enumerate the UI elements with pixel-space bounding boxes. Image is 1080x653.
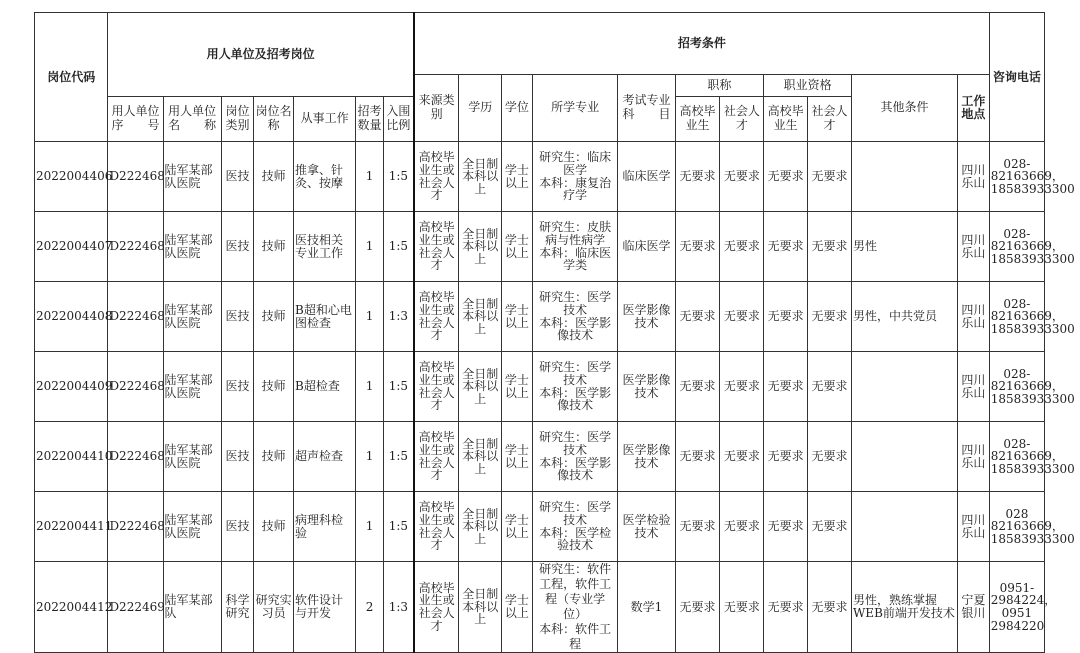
qual-social-cell: 无要求 — [808, 142, 852, 212]
table-body — [35, 142, 1075, 653]
title-graduates-cell: 无要求 — [675, 352, 720, 422]
unit-name-cell: 陆军某部队 — [163, 562, 221, 653]
post-name-cell: 技师 — [254, 422, 294, 492]
interview-ratio-cell: 1:5 — [383, 422, 414, 492]
work-location-cell: 四川乐山 — [958, 352, 990, 422]
other-conditions-cell: 男性 — [851, 212, 957, 282]
interview-ratio-cell: 1:5 — [383, 142, 414, 212]
exam-subject-cell: 临床医学 — [618, 142, 675, 212]
exam-subject-cell: 医学影像技术 — [618, 282, 675, 352]
source-type-cell: 高校毕业生或社会人才 — [414, 142, 459, 212]
qual-graduates-cell: 无要求 — [764, 562, 808, 653]
interview-ratio-cell: 1:3 — [383, 282, 414, 352]
interview-ratio-cell: 1:5 — [383, 212, 414, 282]
header-major: 所学专业 — [532, 75, 618, 142]
header-post-category: 岗位类别 — [221, 97, 254, 142]
post-category-cell: 医技 — [221, 212, 254, 282]
exam-subject-cell: 临床医学 — [618, 212, 675, 282]
title-graduates-cell: 无要求 — [675, 212, 720, 282]
post-category-cell: 科学研究 — [221, 562, 254, 653]
interview-ratio-cell: 1:3 — [383, 562, 414, 653]
recruit-count-cell: 1 — [356, 422, 384, 492]
major-cell: 研究生：皮肤病与性病学 本科：临床医学类 — [532, 212, 618, 282]
header-education: 学历 — [459, 75, 502, 142]
source-type-cell: 高校毕业生或社会人才 — [414, 282, 459, 352]
header-work-location: 工作地点 — [958, 75, 990, 142]
header-employer-and-post: 用人单位及招考岗位 — [108, 13, 414, 97]
work-location-cell: 四川乐山 — [958, 142, 990, 212]
unit-name-cell: 陆军某部队医院 — [163, 352, 221, 422]
unit-seq-cell: D222468 — [108, 492, 163, 562]
recruit-count-cell: 1 — [356, 282, 384, 352]
qual-social-cell: 无要求 — [808, 212, 852, 282]
work-location-cell: 四川乐山 — [958, 422, 990, 492]
unit-seq-cell: D222468 — [108, 352, 163, 422]
post-code-cell: 2022004411 — [35, 492, 108, 562]
phone-cell: 028-82163669，18583933300 — [989, 352, 1044, 422]
title-social-cell: 无要求 — [720, 562, 764, 653]
post-name-cell: 技师 — [254, 282, 294, 352]
table-row — [35, 422, 1045, 492]
title-social-cell: 无要求 — [720, 492, 764, 562]
qual-graduates-cell: 无要求 — [764, 492, 808, 562]
post-category-cell: 医技 — [221, 282, 254, 352]
header-qualification-group: 职业资格 — [764, 75, 852, 97]
recruit-count-cell: 1 — [356, 142, 384, 212]
header-duty: 从事工作 — [294, 97, 356, 142]
source-type-cell: 高校毕业生或社会人才 — [414, 422, 459, 492]
degree-cell: 学士以上 — [502, 212, 533, 282]
unit-name-cell: 陆军某部队医院 — [163, 212, 221, 282]
header-unit-name: 用人单位名 称 — [163, 97, 221, 142]
education-cell: 全日制本科以上 — [459, 492, 502, 562]
duty-cell: 超声检查 — [294, 422, 356, 492]
phone-cell: 028-82163669，18583933300 — [989, 142, 1044, 212]
header-post-code: 岗位代码 — [35, 13, 108, 142]
phone-cell: 0951-2984224，0951 2984220 — [989, 562, 1044, 653]
major-cell: 研究生：医学技术 本科：医学影像技术 — [532, 422, 618, 492]
unit-seq-cell: D222468 — [108, 142, 163, 212]
qual-graduates-cell: 无要求 — [764, 422, 808, 492]
post-name-cell: 技师 — [254, 142, 294, 212]
header-title-graduates: 高校毕业生 — [675, 97, 720, 142]
post-name-cell: 技师 — [254, 352, 294, 422]
header-interview-ratio: 入围比例 — [383, 97, 414, 142]
work-location-cell: 四川乐山 — [958, 492, 990, 562]
phone-cell: 028-82163669，18583933300 — [989, 212, 1044, 282]
major-cell: 研究生：软件工程，软件工程（专业学位） 本科：软件工程 — [532, 562, 618, 653]
education-cell: 全日制本科以上 — [459, 422, 502, 492]
major-cell: 研究生：临床医学 本科：康复治疗学 — [532, 142, 618, 212]
unit-seq-cell: D222468 — [108, 422, 163, 492]
header-unit-seq: 用人单位序 号 — [108, 97, 163, 142]
unit-name-cell: 陆军某部队医院 — [163, 142, 221, 212]
recruitment-table — [34, 12, 1075, 653]
header-exam-subject: 考试专业科 目 — [618, 75, 675, 142]
work-location-cell: 宁夏银川 — [958, 562, 990, 653]
phone-cell: 028 82163669，18583933300 — [989, 492, 1044, 562]
duty-cell: 推拿、针灸、按摩 — [294, 142, 356, 212]
header-post-name: 岗位名称 — [254, 97, 294, 142]
recruit-count-cell: 2 — [356, 562, 384, 653]
recruit-count-cell: 1 — [356, 212, 384, 282]
source-type-cell: 高校毕业生或社会人才 — [414, 352, 459, 422]
recruit-count-cell: 1 — [356, 352, 384, 422]
degree-cell: 学士以上 — [502, 142, 533, 212]
post-code-cell: 2022004407 — [35, 212, 108, 282]
degree-cell: 学士以上 — [502, 282, 533, 352]
unit-name-cell: 陆军某部队医院 — [163, 282, 221, 352]
exam-subject-cell: 数学1 — [618, 562, 675, 653]
qual-social-cell: 无要求 — [808, 422, 852, 492]
post-category-cell: 医技 — [221, 352, 254, 422]
qual-graduates-cell: 无要求 — [764, 142, 808, 212]
unit-seq-cell: D222469 — [108, 562, 163, 653]
duty-cell: 医技相关专业工作 — [294, 212, 356, 282]
other-conditions-cell — [851, 142, 957, 212]
table-row — [35, 142, 1045, 212]
degree-cell: 学士以上 — [502, 562, 533, 653]
qual-graduates-cell: 无要求 — [764, 352, 808, 422]
degree-cell: 学士以上 — [502, 352, 533, 422]
title-social-cell: 无要求 — [720, 422, 764, 492]
post-name-cell: 技师 — [254, 212, 294, 282]
post-name-cell: 技师 — [254, 492, 294, 562]
education-cell: 全日制本科以上 — [459, 352, 502, 422]
header-title-social: 社会人才 — [720, 97, 764, 142]
header-recruit-count: 招考数量 — [356, 97, 384, 142]
duty-cell: 病理科检验 — [294, 492, 356, 562]
post-code-cell: 2022004408 — [35, 282, 108, 352]
header-source-type: 来源类别 — [414, 75, 459, 142]
degree-cell: 学士以上 — [502, 492, 533, 562]
source-type-cell: 高校毕业生或社会人才 — [414, 212, 459, 282]
qual-social-cell: 无要求 — [808, 352, 852, 422]
header-conditions: 招考条件 — [414, 13, 989, 75]
major-cell: 研究生：医学技术 本科：医学影像技术 — [532, 352, 618, 422]
exam-subject-cell: 医学检验技术 — [618, 492, 675, 562]
post-category-cell: 医技 — [221, 492, 254, 562]
qual-social-cell: 无要求 — [808, 492, 852, 562]
title-social-cell: 无要求 — [720, 142, 764, 212]
title-graduates-cell: 无要求 — [675, 422, 720, 492]
header-phone: 咨询电话 — [989, 13, 1044, 142]
post-code-cell: 2022004409 — [35, 352, 108, 422]
title-graduates-cell: 无要求 — [675, 142, 720, 212]
education-cell: 全日制本科以上 — [459, 142, 502, 212]
education-cell: 全日制本科以上 — [459, 212, 502, 282]
other-conditions-cell: 男性，中共党员 — [851, 282, 957, 352]
work-location-cell: 四川乐山 — [958, 212, 990, 282]
title-graduates-cell: 无要求 — [675, 492, 720, 562]
header-qual-graduates: 高校毕业生 — [764, 97, 808, 142]
table-row — [35, 282, 1045, 352]
table-row — [35, 352, 1045, 422]
other-conditions-cell — [851, 492, 957, 562]
header-other-conditions: 其他条件 — [851, 75, 957, 142]
qual-graduates-cell: 无要求 — [764, 212, 808, 282]
source-type-cell: 高校毕业生或社会人才 — [414, 562, 459, 653]
recruit-count-cell: 1 — [356, 492, 384, 562]
post-name-cell: 研究实习员 — [254, 562, 294, 653]
phone-cell: 028-82163669，18583933300 — [989, 422, 1044, 492]
header-qual-social: 社会人才 — [808, 97, 852, 142]
other-conditions-cell — [851, 352, 957, 422]
other-conditions-cell: 男性，熟练掌握WEB前端开发技术 — [851, 562, 957, 653]
exam-subject-cell: 医学影像技术 — [618, 352, 675, 422]
header-degree: 学位 — [502, 75, 533, 142]
table-row — [35, 562, 1045, 653]
title-graduates-cell: 无要求 — [675, 282, 720, 352]
other-conditions-cell — [851, 422, 957, 492]
education-cell: 全日制本科以上 — [459, 282, 502, 352]
qual-graduates-cell: 无要求 — [764, 282, 808, 352]
work-location-cell: 四川乐山 — [958, 282, 990, 352]
major-cell: 研究生：医学技术 本科：医学影像技术 — [532, 282, 618, 352]
exam-subject-cell: 医学影像技术 — [618, 422, 675, 492]
post-category-cell: 医技 — [221, 142, 254, 212]
post-category-cell: 医技 — [221, 422, 254, 492]
unit-name-cell: 陆军某部队医院 — [163, 422, 221, 492]
education-cell: 全日制本科以上 — [459, 562, 502, 653]
qual-social-cell: 无要求 — [808, 282, 852, 352]
table-row — [35, 212, 1045, 282]
title-social-cell: 无要求 — [720, 212, 764, 282]
duty-cell: B超和心电图检查 — [294, 282, 356, 352]
interview-ratio-cell: 1:5 — [383, 352, 414, 422]
post-code-cell: 2022004412 — [35, 562, 108, 653]
title-social-cell: 无要求 — [720, 282, 764, 352]
major-cell: 研究生：医学技术 本科：医学检验技术 — [532, 492, 618, 562]
qual-social-cell: 无要求 — [808, 562, 852, 653]
duty-cell: 软件设计与开发 — [294, 562, 356, 653]
table-row — [35, 492, 1045, 562]
title-social-cell: 无要求 — [720, 352, 764, 422]
duty-cell: B超检查 — [294, 352, 356, 422]
source-type-cell: 高校毕业生或社会人才 — [414, 492, 459, 562]
post-code-cell: 2022004406 — [35, 142, 108, 212]
unit-name-cell: 陆军某部队医院 — [163, 492, 221, 562]
interview-ratio-cell: 1:5 — [383, 492, 414, 562]
degree-cell: 学士以上 — [502, 422, 533, 492]
unit-seq-cell: D222468 — [108, 212, 163, 282]
post-code-cell: 2022004410 — [35, 422, 108, 492]
header-title-group: 职称 — [675, 75, 764, 97]
title-graduates-cell: 无要求 — [675, 562, 720, 653]
unit-seq-cell: D222468 — [108, 282, 163, 352]
phone-cell: 028-82163669，18583933300 — [989, 282, 1044, 352]
